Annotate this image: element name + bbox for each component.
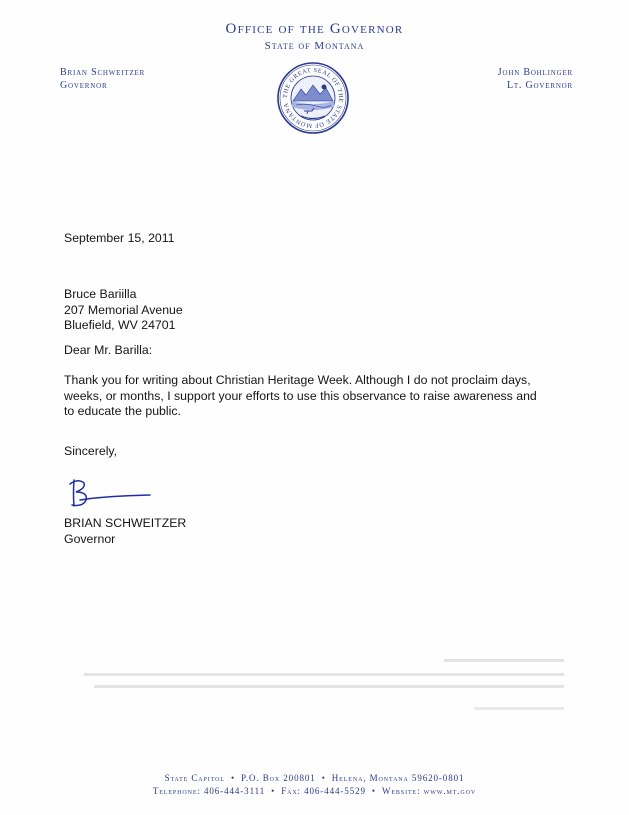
salutation: Dear Mr. Barilla: bbox=[64, 343, 153, 357]
footer-fax: Fax: 406-444-5529 bbox=[281, 786, 366, 796]
signature-mark bbox=[64, 474, 156, 514]
state-seal-icon bbox=[276, 61, 350, 135]
recipient-address bbox=[64, 287, 183, 334]
letterhead-title: Office of the Governor bbox=[225, 21, 404, 37]
footer-pobox: P.O. Box 200801 bbox=[241, 773, 316, 783]
lt-governor-block bbox=[498, 66, 573, 92]
footer-telephone: Telephone: 406-444-3111 bbox=[152, 786, 266, 796]
paragraph-line: to educate the public. bbox=[64, 404, 181, 418]
governor-block bbox=[60, 66, 145, 92]
letter-paragraph bbox=[64, 373, 564, 420]
paragraph-line: Thank you for writing about Christian Heritage Week. Although I do not proclaim days, bbox=[64, 373, 531, 387]
footer-contact: Telephone: 406-444-3111 • Fax: 406-444-5529 • Website: www.mt.gov bbox=[152, 786, 477, 796]
bleed-through-marks bbox=[64, 655, 564, 715]
lt-governor-name: John Bohlinger bbox=[497, 67, 573, 78]
letter-date: September 15, 2011 bbox=[64, 231, 175, 245]
footer-capitol: State Capitol bbox=[164, 773, 225, 783]
governor-name: Brian Schweitzer bbox=[60, 67, 146, 78]
signer-name: BRIAN SCHWEITZER bbox=[64, 516, 187, 530]
footer-city: Helena, Montana 59620-0801 bbox=[331, 773, 465, 783]
signer-title: Governor bbox=[64, 531, 116, 546]
signer-block bbox=[64, 516, 186, 547]
bleed-through bbox=[64, 655, 564, 719]
governor-role: Governor bbox=[60, 80, 108, 91]
footer-address: State Capitol • P.O. Box 200801 • Helena, Montana 59620-0801 bbox=[164, 773, 465, 783]
lt-governor-role: Lt. Governor bbox=[506, 80, 573, 91]
closing: Sincerely, bbox=[64, 444, 118, 458]
recipient-city: Bluefield, WV 24701 bbox=[64, 318, 176, 332]
footer-website: Website: www.mt.gov bbox=[381, 786, 477, 796]
recipient-street: 207 Memorial Avenue bbox=[64, 302, 183, 317]
letterhead-subtitle: State of Montana bbox=[264, 40, 365, 52]
paragraph-line: weeks, or months, I support your efforts to use this observance to raise awareness and bbox=[64, 388, 537, 403]
seal-text: THE GREAT SEAL OF THE STATE OF MONTANA bbox=[281, 66, 345, 130]
recipient-name: Bruce Bariilla bbox=[64, 287, 137, 301]
